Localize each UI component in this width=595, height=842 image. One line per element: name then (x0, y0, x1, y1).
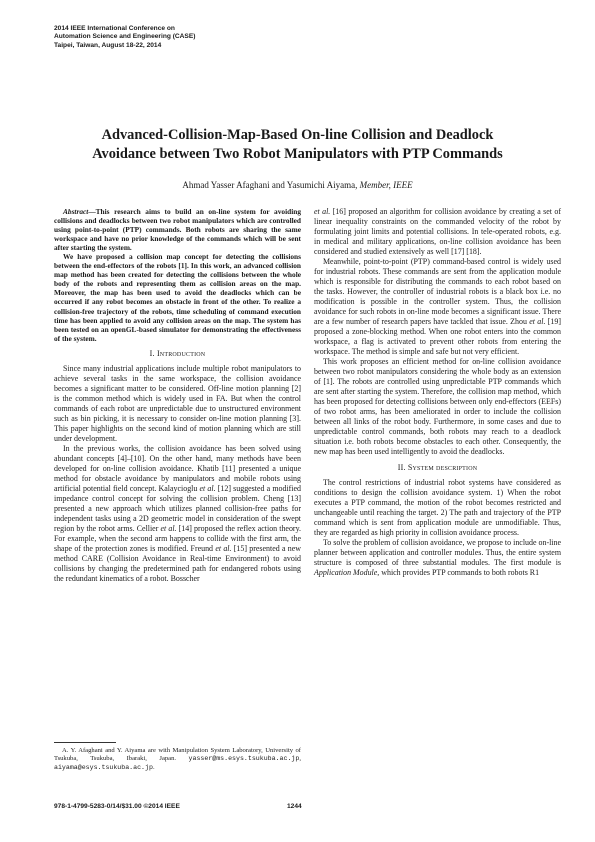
footnote-end: . (152, 763, 155, 771)
author-names: Ahmad Yasser Afaghani and Yasumichi Aiyama, (182, 180, 358, 190)
footnote-rule (54, 742, 116, 743)
intro-text: In the previous works, the collision avoidance has been solved using abundant concepts [4]–[10]. On the other hand, many methods have been developed for on-line collision avoidance. Khatib [11] presented a unique method for obstacle avoidance by manipulators and mobile robots using artificial potential field concept. Kalaycioglu (54, 443, 301, 493)
intro-paragraph-2 (54, 444, 301, 584)
et-al: et al. (199, 483, 216, 493)
title-line-2: Avoidance between Two Robot Manipulators with PTP Commands (92, 145, 503, 162)
author-membership: Member, IEEE (359, 180, 413, 190)
abstract-text-1: —This research aims to build an on-line system for avoiding collisions and deadlocks between two robot manipulators which are controlled using point-to-point (PTP) commands. Both robots are sharing the same workspace and have no prior knowledge of the commands which will be sent after starting the system. (54, 207, 301, 253)
et-al: et al. (160, 523, 177, 533)
abstract-label: Abstract (63, 207, 89, 216)
page-number: 1244 (287, 803, 302, 810)
system-paragraph-1: The control restrictions of industrial robot systems have considered as conditions to design the collision avoidance system. 1) When the robot executes a PTP command, the motion of the robot becomes restricted and unchangeable until reaching the target. 2) The path and trajectory of the PTP command which is sent from application module are unmodifiable. Thus, they are regarded as high priority in collision avoidance process. (314, 478, 561, 537)
system-text: , which provides PTP commands to both robots R1 (377, 568, 540, 577)
intro-text: [15] presented a new method CARE (Collision Avoidance in Real-time Environment) to avoid collisions by changing the predetermined path for endangered robots using the redundant kinematics of a robot. Bosscher (54, 543, 301, 583)
intro-paragraph-1: Since many industrial applications include multiple robot manipulators to achieve several tasks in the same workspace, the collision avoidance becomes a significant matter to be considered. Off-line motion planning [2] is the common method which is widely used in FA. But when the control commands of each robot are unpredictable due to unstructured environment such as bin picking, it is necessary to consider on-line motion planning [3]. This paper highlights on the second kind of motion planning which are still under development. (54, 363, 301, 443)
system-paragraph-2 (314, 538, 561, 578)
footnote-separator: , (299, 755, 301, 763)
paper-title (40, 126, 555, 163)
author-footnote (54, 747, 301, 772)
conference-line-1: 2014 IEEE International Conference on (54, 25, 175, 32)
section-heading-introduction (54, 349, 301, 359)
right-column (314, 207, 561, 578)
intro-paragraph-2-continued (314, 207, 561, 257)
left-column (54, 207, 301, 584)
email-link[interactable]: aiyama@esys.tsukuba.ac.jp (54, 763, 153, 771)
intro-text: [12] suggested a modified impedance control concept for solving the collision problem. Cheng [13] presented a new approach which utilizes planned collision-free paths for independent tasks using a 2D geometric model in consideration of the swept region by the robot arms. Cellier (54, 483, 301, 533)
intro-text: [16] proposed an algorithm for collision avoidance by creating a set of linear inequality constraints on the commanded velocity of the robot by formulating joint limits and potential collisions. In tele-operated robots, e.g. in medical and military applications, on-line collision avoidance has been considered and studied extensively as well [17] [18]. (314, 207, 561, 256)
section-number: I. (149, 348, 155, 358)
author-line (40, 180, 555, 191)
abstract-paragraph-2: We have proposed a collision map concept for detecting the collisions between the end-effectors of the robots [1]. In this work, an advanced collision map method has been created for detecting the collisions between the whole body of the robots and representing them as collision areas on the map. Moreover, the map has been used to avoid the deadlocks which can be occurred if any robot becomes an obstacle in front of the other. To realize a collision-free trajectory of the robots, time scheduling of command execution time has been applied to avoid any collision areas on the map. The system has been tested on an openGL-based simulator for demonstrating the effectiveness of the system. (54, 252, 301, 343)
email-link[interactable]: yasser@ms.esys.tsukuba.ac.jp (188, 755, 300, 763)
section-number: II. (397, 463, 406, 472)
conference-header (54, 25, 195, 50)
intro-paragraph-4: This work proposes an efficient method for on-line collision avoidance between two robot manipulators considering the whole body as an extension of [1]. The robots are controlled using unpredictable PTP commands which are sent after starting the system. Therefore, the collision map method, which has been proposed for detecting collisions between only end-effectors (EEFs) of two robot arms, has been ameliorated in order to include the collision between all links of the robot body. Furthermore, in some cases and due to unpredictable control commands, both robots may reach to a deadlock situation i.e. both robots become obstacles to each other. Consequently, the new map has been used intelligently to avoid the deadlocks. (314, 357, 561, 456)
conference-line-2: Automation Science and Engineering (CASE) (54, 33, 196, 41)
et-al: et al. (314, 207, 331, 216)
et-al: et al. (215, 543, 232, 553)
section-title: System description (407, 463, 478, 472)
intro-text: Meanwhile, point-to-point (PTP) command-based control is widely used for industrial robots. These commands are sent from the application module which is responsible for distributing the commands to each robot based on the tasks. However, the controller of industrial robots is a black box i.e. no modification is possible in the controller system. Thus, the collision avoidance for such robots in on-line mode becomes a significant issue. There are a few number of research papers have tackled that issue. Zhou (314, 257, 561, 326)
title-line-1: Advanced-Collision-Map-Based On-line Collision and Deadlock (101, 127, 494, 143)
isbn-copyright: 978-1-4799-5283-0/14/$31.00 ©2014 IEEE (54, 803, 180, 810)
intro-paragraph-3 (314, 257, 561, 357)
intro-text: [19] proposed a zone-blocking method. When one robot enters into the common workspace, a flag is activated to prevent other robots from entering the workspace. The method is simple and safe but not very efficient. (314, 317, 562, 356)
system-text: To solve the problem of collision avoidance, we propose to include on-line planner between application and controller modules. Thus, the entire system structure is composed of three substantial modules. The first module is (314, 538, 561, 567)
module-name: Application Module (314, 568, 378, 577)
et-al: et al. (529, 317, 546, 326)
abstract-paragraph-1 (54, 207, 301, 252)
section-title: Introduction (156, 348, 206, 358)
section-heading-system-description (314, 463, 561, 473)
intro-text: [14] proposed the reflex action theory. For example, when the second arm happens to collide with the first arm, the shape of the protection zones is modified. Freund (54, 523, 302, 553)
footnote-text: A. Y. Afaghani and Y. Aiyama are with Manipulation System Laboratory, University of Tsukuba, Tsukuba, Ibaraki, Japan. (54, 747, 301, 763)
conference-line-3: Taipei, Taiwan, August 18-22, 2014 (54, 41, 162, 49)
